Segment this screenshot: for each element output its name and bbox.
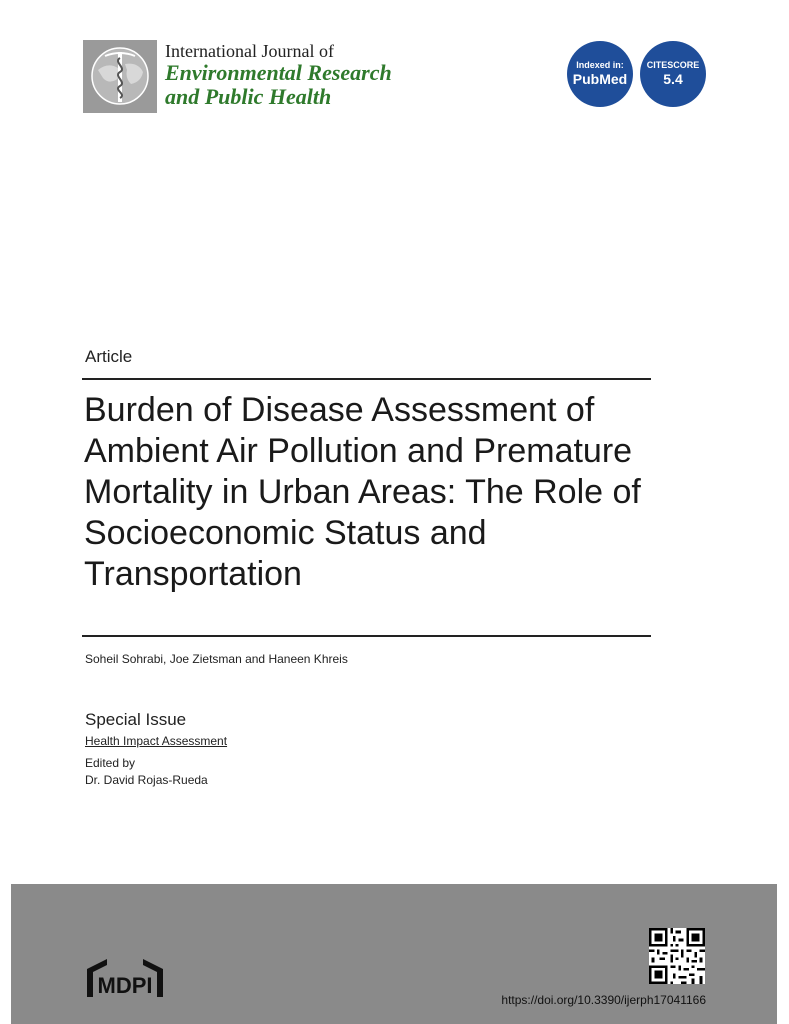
citescore-badge[interactable] — [640, 41, 706, 107]
special-issue-label: Special Issue — [85, 710, 187, 729]
article-authors: Soheil Sohrabi, Joe Zietsman and Haneen Khreis — [85, 652, 348, 666]
article-title: Burden of Disease Assessment of Ambient Air Pollution and Premature Mortality in Urban Areas: The Role of Socioeconomic Status and Transportation — [84, 391, 641, 593]
doi-link[interactable]: https://doi.org/10.3390/ijerph17041166 — [501, 993, 706, 1007]
pubmed-badge[interactable] — [567, 41, 633, 107]
citescore-badge-caption: CITESCORE — [646, 59, 700, 70]
special-issue-link[interactable]: Health Impact Assessment — [85, 734, 228, 748]
mdpi-logo-icon — [83, 955, 167, 1007]
journal-title-line3: and Public Health — [165, 84, 332, 109]
pubmed-badge-caption: Indexed in: — [576, 59, 624, 70]
editor-name: Dr. David Rojas-Rueda — [85, 773, 208, 787]
divider — [82, 635, 651, 637]
journal-title-line2: Environmental Research — [165, 60, 392, 85]
article-type: Article — [85, 347, 133, 366]
mdpi-logo-text: MDPI — [97, 973, 153, 998]
pubmed-badge-label: PubMed — [572, 70, 628, 87]
journal-title — [165, 42, 392, 108]
journal-emblem-icon — [83, 40, 157, 113]
edited-by-label: Edited by — [85, 756, 136, 770]
divider — [82, 378, 651, 380]
citescore-badge-value: 5.4 — [663, 70, 683, 87]
qr-code-icon[interactable] — [649, 928, 705, 984]
journal-title-line1: International Journal of — [165, 41, 334, 61]
